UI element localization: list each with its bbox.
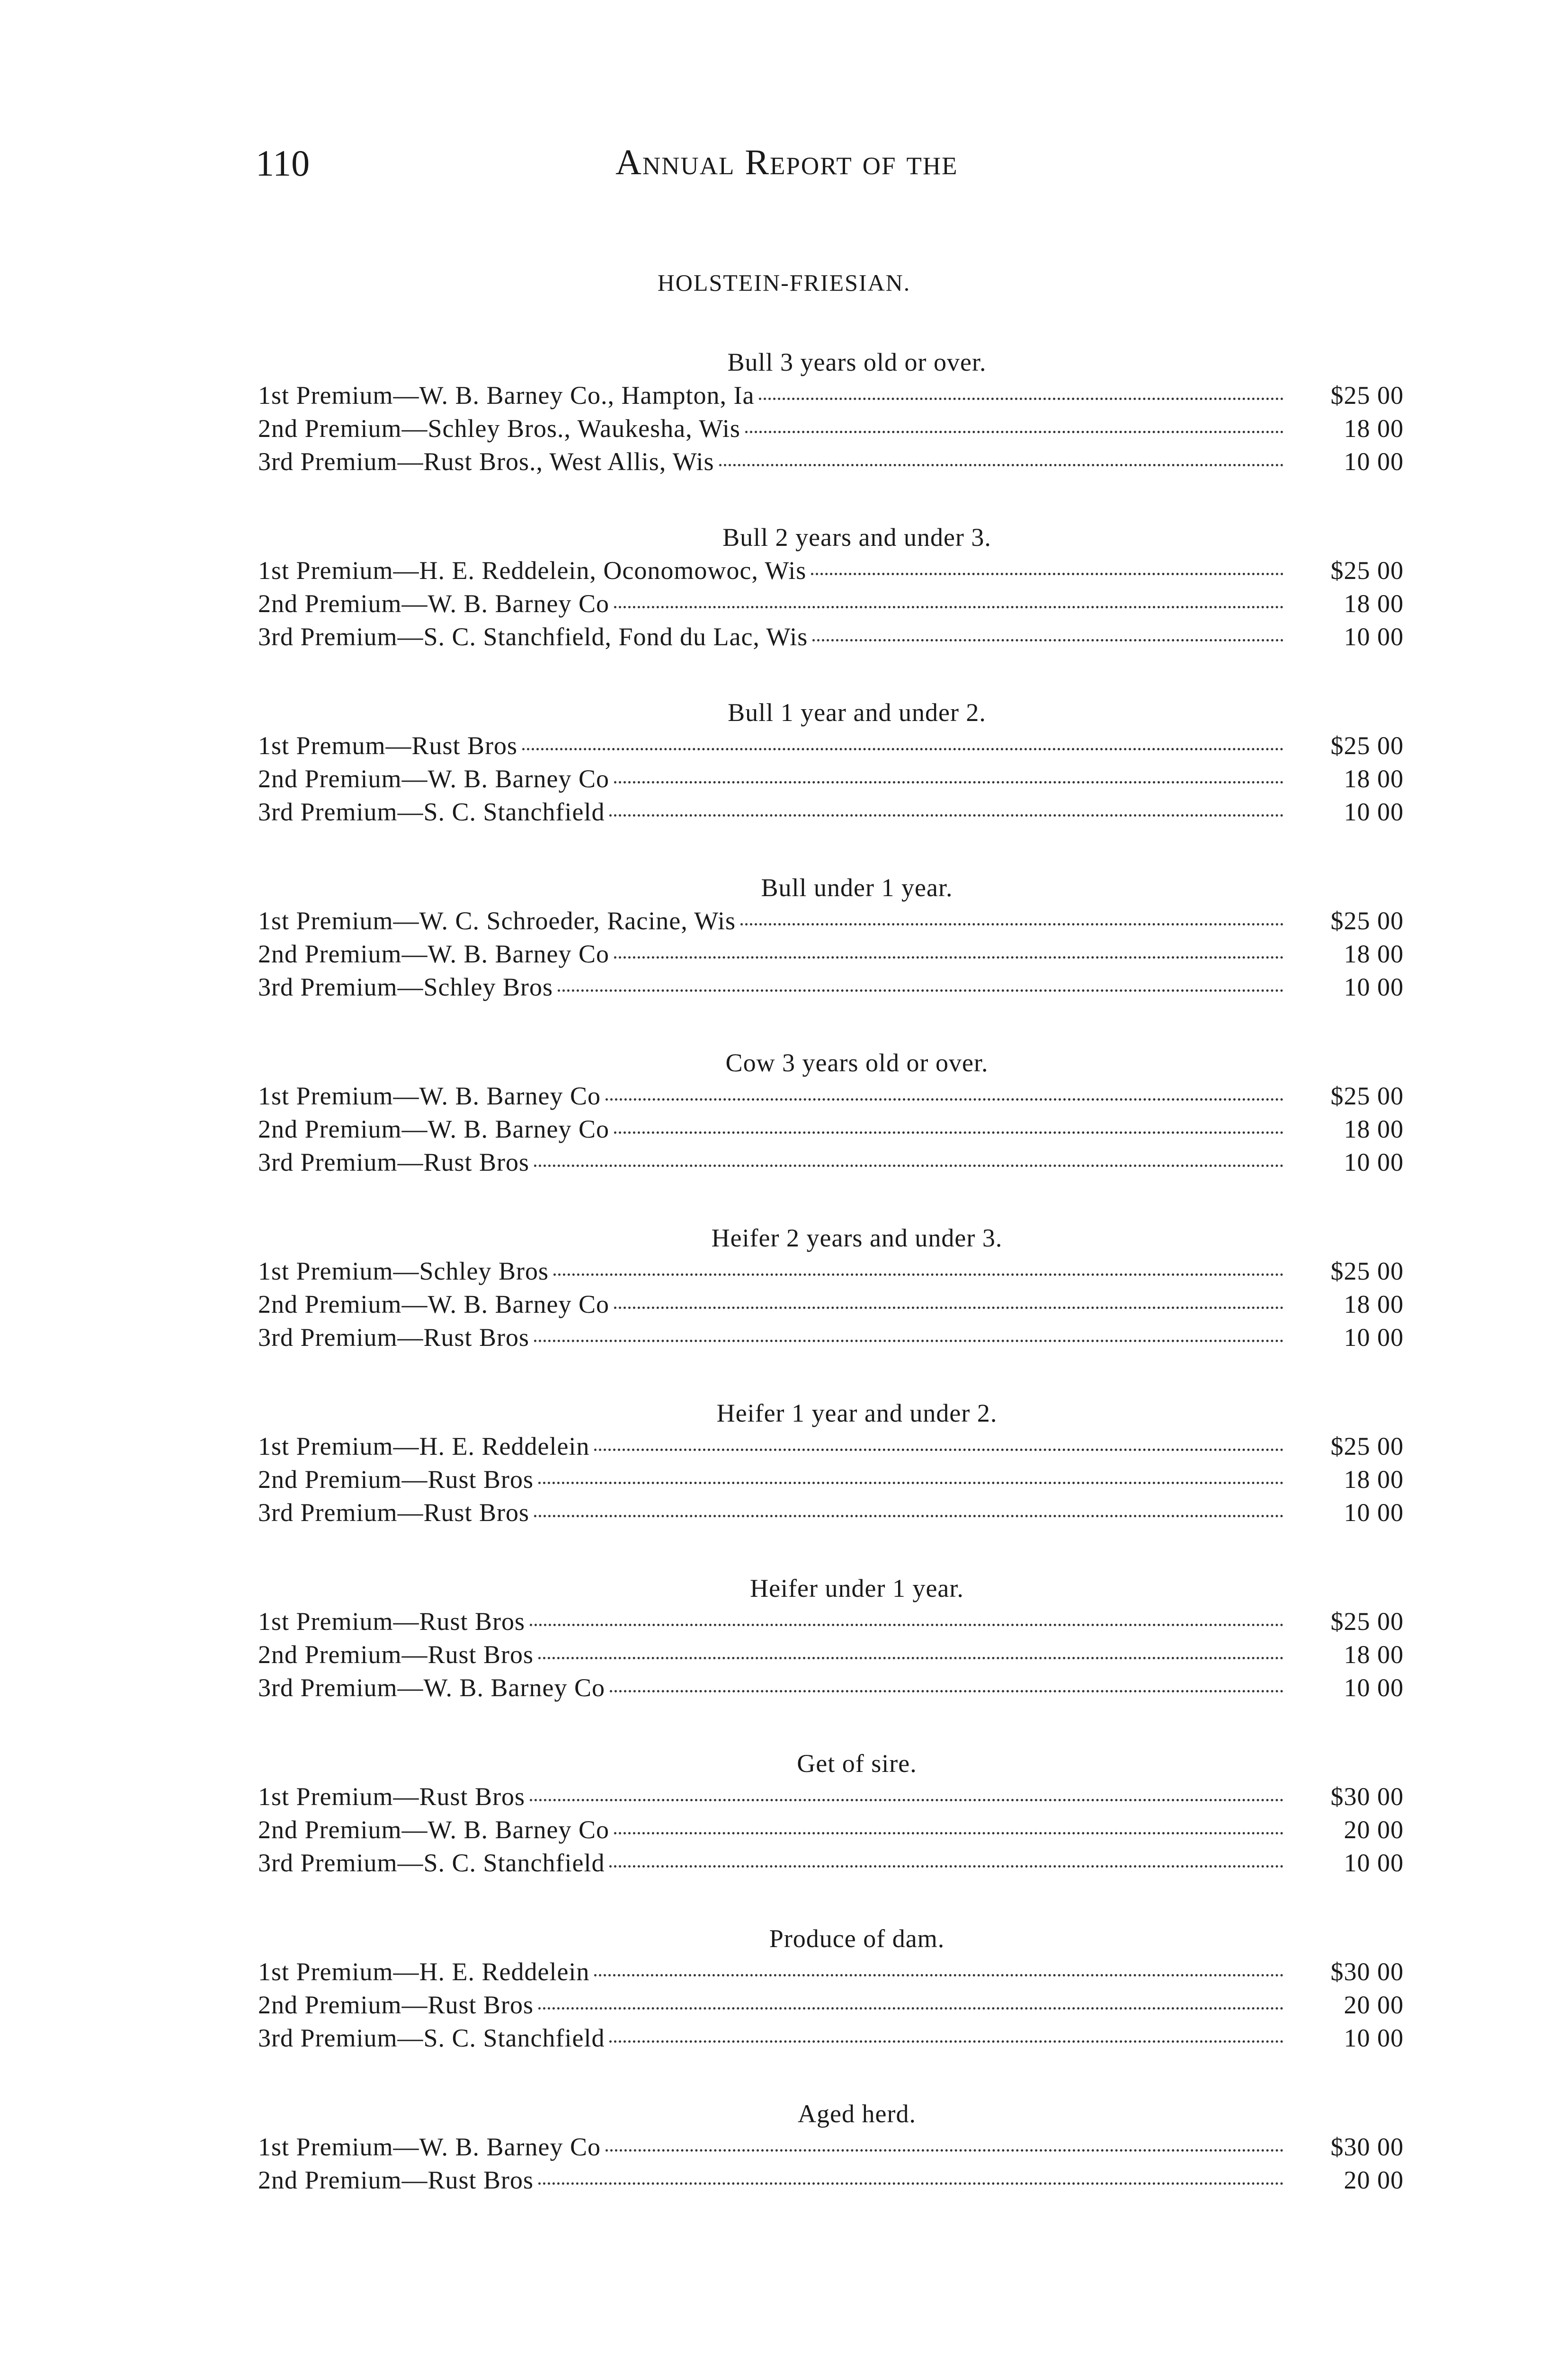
group-title: Aged herd. xyxy=(798,2100,916,2128)
premium-row xyxy=(258,1496,1404,1529)
dot-leader xyxy=(606,2148,1283,2152)
premium-place: 2nd xyxy=(258,1465,298,1494)
section-title: HOLSTEIN-FRIESIAN. xyxy=(657,269,911,296)
premium-place: 3rd xyxy=(258,447,294,476)
premium-amount: $30 00 xyxy=(1330,1782,1404,1811)
premium-place: 2nd xyxy=(258,1290,298,1318)
premium-amount: $25 00 xyxy=(1330,1607,1404,1636)
premium-winner: Premium—Rust Bros xyxy=(304,1640,534,1669)
premium-row xyxy=(258,1988,1404,2021)
premium-winner: Premium—Rust Bros xyxy=(304,1465,534,1494)
premium-row xyxy=(258,762,1404,795)
premium-amount: 10 00 xyxy=(1344,1849,1404,1877)
premium-row xyxy=(258,937,1404,970)
premium-winner: Premium—W. B. Barney Co xyxy=(304,940,609,968)
premium-group xyxy=(258,871,1404,1004)
dot-leader xyxy=(522,747,1283,750)
premium-amount: $30 00 xyxy=(1330,2133,1404,2161)
dot-leader xyxy=(606,1097,1283,1101)
premium-row xyxy=(258,795,1404,828)
premium-place: 1st xyxy=(258,731,290,760)
premium-place: 2nd xyxy=(258,1815,298,1844)
premium-row xyxy=(258,445,1404,478)
premium-amount: 20 00 xyxy=(1344,1815,1404,1844)
dot-leader xyxy=(812,638,1283,641)
premium-winner: Premium—Schley Bros xyxy=(300,973,553,1001)
premium-amount: 10 00 xyxy=(1344,1498,1404,1527)
premium-group xyxy=(258,1572,1404,1704)
premium-amount: $25 00 xyxy=(1330,381,1404,409)
premium-group xyxy=(258,1046,1404,1179)
group-title: Produce of dam. xyxy=(769,1924,945,1953)
premium-place: 1st xyxy=(258,556,290,585)
premium-winner: Premium—S. C. Stanchfield, Fond du Lac, Wis xyxy=(300,623,808,651)
premium-row xyxy=(258,587,1404,620)
premium-row xyxy=(258,554,1404,587)
dot-leader xyxy=(614,1831,1283,1834)
premium-place: 1st xyxy=(258,1257,290,1285)
premium-winner: Premium—W. B. Barney Co xyxy=(304,1815,609,1844)
premium-group xyxy=(258,696,1404,828)
group-title: Bull 1 year and under 2. xyxy=(728,698,986,727)
premium-amount: 18 00 xyxy=(1344,940,1404,968)
premium-row xyxy=(258,1846,1404,1879)
premium-place: 2nd xyxy=(258,765,298,793)
group-title: Heifer 2 years and under 3. xyxy=(711,1224,1003,1252)
premium-group xyxy=(258,346,1404,478)
dot-leader xyxy=(538,1656,1283,1659)
premium-amount: 20 00 xyxy=(1344,1991,1404,2019)
premium-group xyxy=(258,521,1404,653)
premium-winner: Premium—W. B. Barney Co xyxy=(304,589,609,618)
premium-amount: $30 00 xyxy=(1330,1958,1404,1986)
premium-row xyxy=(258,1605,1404,1638)
premium-row xyxy=(258,1671,1404,1704)
premium-winner: Premium—Rust Bros., West Allis, Wis xyxy=(300,447,714,476)
premium-row xyxy=(258,2163,1404,2197)
premium-amount: $25 00 xyxy=(1330,1257,1404,1285)
premium-amount: 18 00 xyxy=(1344,1640,1404,1669)
premium-place: 3rd xyxy=(258,623,294,651)
group-title: Bull under 1 year. xyxy=(761,873,953,902)
premium-amount: 18 00 xyxy=(1344,589,1404,618)
premium-winner: Premium—Schley Bros xyxy=(296,1257,549,1285)
premium-place: 2nd xyxy=(258,1640,298,1669)
premium-winner: Premium—Schley Bros., Waukesha, Wis xyxy=(304,414,740,443)
premium-row xyxy=(258,729,1404,762)
premium-winner: Premum—Rust Bros xyxy=(296,731,518,760)
dot-leader xyxy=(614,780,1283,783)
premium-winner: Premium—W. B. Barney Co xyxy=(304,1115,609,1143)
premium-winner: Premium—W. B. Barney Co., Hampton, Ia xyxy=(296,381,755,409)
premium-place: 2nd xyxy=(258,1115,298,1143)
premium-place: 1st xyxy=(258,1082,290,1110)
premium-place: 3rd xyxy=(258,1498,294,1527)
running-title: Annual Report of the xyxy=(615,142,958,182)
premium-winner: Premium—Rust Bros xyxy=(300,1323,530,1352)
group-title: Heifer under 1 year. xyxy=(750,1574,964,1602)
premium-place: 3rd xyxy=(258,798,294,826)
dot-leader xyxy=(534,1339,1283,1342)
premium-row xyxy=(258,2021,1404,2055)
premium-row xyxy=(258,620,1404,653)
premium-winner: Premium—H. E. Reddelein xyxy=(296,1432,590,1460)
premium-winner: Premium—S. C. Stanchfield xyxy=(300,798,605,826)
page-number: 110 xyxy=(256,142,310,184)
dot-leader xyxy=(610,1689,1283,1692)
group-title: Bull 3 years old or over. xyxy=(727,348,987,376)
dot-leader xyxy=(609,2039,1283,2043)
premium-winner: Premium—H. E. Reddelein, Oconomowoc, Wis xyxy=(296,556,807,585)
premium-winner: Premium—Rust Bros xyxy=(300,1148,530,1176)
premium-place: 1st xyxy=(258,1607,290,1636)
dot-leader xyxy=(614,955,1283,959)
premium-group xyxy=(258,1221,1404,1354)
premium-list xyxy=(258,346,1404,2239)
group-title: Bull 2 years and under 3. xyxy=(722,523,991,552)
premium-row xyxy=(258,1255,1404,1288)
premium-row xyxy=(258,1813,1404,1846)
premium-winner: Premium—Rust Bros xyxy=(304,2166,534,2194)
premium-amount: 10 00 xyxy=(1344,447,1404,476)
premium-winner: Premium—S. C. Stanchfield xyxy=(300,1849,605,1877)
premium-row xyxy=(258,2130,1404,2163)
dot-leader xyxy=(594,1973,1283,1976)
premium-place: 3rd xyxy=(258,1323,294,1352)
premium-place: 1st xyxy=(258,1432,290,1460)
premium-row xyxy=(258,904,1404,937)
group-title: Heifer 1 year and under 2. xyxy=(716,1399,998,1427)
premium-place: 2nd xyxy=(258,2166,298,2194)
dot-leader xyxy=(530,1623,1283,1626)
premium-winner: Premium—Rust Bros xyxy=(300,1498,530,1527)
premium-winner: Premium—W. B. Barney Co xyxy=(296,2133,601,2161)
premium-group xyxy=(258,2097,1404,2197)
premium-place: 2nd xyxy=(258,589,298,618)
dot-leader xyxy=(614,605,1283,608)
premium-row xyxy=(258,1463,1404,1496)
premium-row xyxy=(258,1638,1404,1671)
premium-place: 2nd xyxy=(258,940,298,968)
premium-amount: $25 00 xyxy=(1330,1082,1404,1110)
premium-amount: 10 00 xyxy=(1344,798,1404,826)
dot-leader xyxy=(811,572,1283,575)
premium-winner: Premium—S. C. Stanchfield xyxy=(300,2024,605,2052)
dot-leader xyxy=(538,2006,1283,2010)
premium-amount: 18 00 xyxy=(1344,414,1404,443)
dot-leader xyxy=(745,430,1283,433)
premium-place: 1st xyxy=(258,1782,290,1811)
dot-leader xyxy=(609,813,1283,817)
premium-winner: Premium—Rust Bros xyxy=(296,1782,526,1811)
dot-leader xyxy=(614,1130,1283,1134)
dot-leader xyxy=(538,2181,1283,2185)
premium-row xyxy=(258,1955,1404,1988)
premium-row xyxy=(258,1079,1404,1112)
premium-place: 3rd xyxy=(258,1673,294,1702)
group-title: Get of sire. xyxy=(797,1749,917,1778)
dot-leader xyxy=(530,1798,1283,1801)
premium-amount: 10 00 xyxy=(1344,2024,1404,2052)
premium-winner: Premium—W. B. Barney Co xyxy=(304,765,609,793)
premium-amount: $25 00 xyxy=(1330,556,1404,585)
dot-leader xyxy=(719,463,1283,466)
premium-amount: $25 00 xyxy=(1330,1432,1404,1460)
dot-leader xyxy=(609,1864,1283,1868)
premium-row xyxy=(258,379,1404,412)
premium-row xyxy=(258,412,1404,445)
premium-amount: 10 00 xyxy=(1344,1148,1404,1176)
premium-row xyxy=(258,1430,1404,1463)
premium-amount: 10 00 xyxy=(1344,1323,1404,1352)
premium-place: 1st xyxy=(258,907,290,935)
premium-group xyxy=(258,1922,1404,2055)
dot-leader xyxy=(534,1164,1283,1167)
premium-row xyxy=(258,1288,1404,1321)
premium-row xyxy=(258,1321,1404,1354)
premium-winner: Premium—W. B. Barney Co xyxy=(304,1290,609,1318)
premium-amount: 18 00 xyxy=(1344,765,1404,793)
dot-leader xyxy=(558,988,1283,992)
premium-winner: Premium—W. C. Schroeder, Racine, Wis xyxy=(296,907,736,935)
dot-leader xyxy=(553,1272,1283,1276)
running-header xyxy=(256,142,1401,194)
dot-leader xyxy=(534,1514,1283,1517)
premium-amount: $25 00 xyxy=(1330,907,1404,935)
premium-place: 3rd xyxy=(258,1849,294,1877)
premium-place: 3rd xyxy=(258,973,294,1001)
premium-place: 2nd xyxy=(258,414,298,443)
premium-winner: Premium—W. B. Barney Co xyxy=(300,1673,605,1702)
premium-group xyxy=(258,1397,1404,1529)
premium-row xyxy=(258,970,1404,1004)
premium-winner: Premium—Rust Bros xyxy=(296,1607,526,1636)
premium-place: 1st xyxy=(258,381,290,409)
premium-amount: 18 00 xyxy=(1344,1115,1404,1143)
premium-amount: 10 00 xyxy=(1344,1673,1404,1702)
premium-row xyxy=(258,1112,1404,1146)
premium-amount: 18 00 xyxy=(1344,1290,1404,1318)
premium-winner: Premium—Rust Bros xyxy=(304,1991,534,2019)
dot-leader xyxy=(614,1306,1283,1309)
premium-amount: 18 00 xyxy=(1344,1465,1404,1494)
premium-winner: Premium—H. E. Reddelein xyxy=(296,1958,590,1986)
premium-amount: 20 00 xyxy=(1344,2166,1404,2194)
premium-group xyxy=(258,1747,1404,1879)
premium-row xyxy=(258,1146,1404,1179)
group-title: Cow 3 years old or over. xyxy=(725,1049,989,1077)
premium-row xyxy=(258,1780,1404,1813)
premium-place: 2nd xyxy=(258,1991,298,2019)
premium-amount: 10 00 xyxy=(1344,623,1404,651)
premium-place: 3rd xyxy=(258,1148,294,1176)
dot-leader xyxy=(740,922,1283,925)
dot-leader xyxy=(759,397,1283,400)
dot-leader xyxy=(594,1448,1283,1451)
premium-amount: $25 00 xyxy=(1330,731,1404,760)
premium-place: 1st xyxy=(258,2133,290,2161)
dot-leader xyxy=(538,1481,1283,1484)
premium-amount: 10 00 xyxy=(1344,973,1404,1001)
premium-place: 1st xyxy=(258,1958,290,1986)
premium-place: 3rd xyxy=(258,2024,294,2052)
premium-winner: Premium—W. B. Barney Co xyxy=(296,1082,601,1110)
